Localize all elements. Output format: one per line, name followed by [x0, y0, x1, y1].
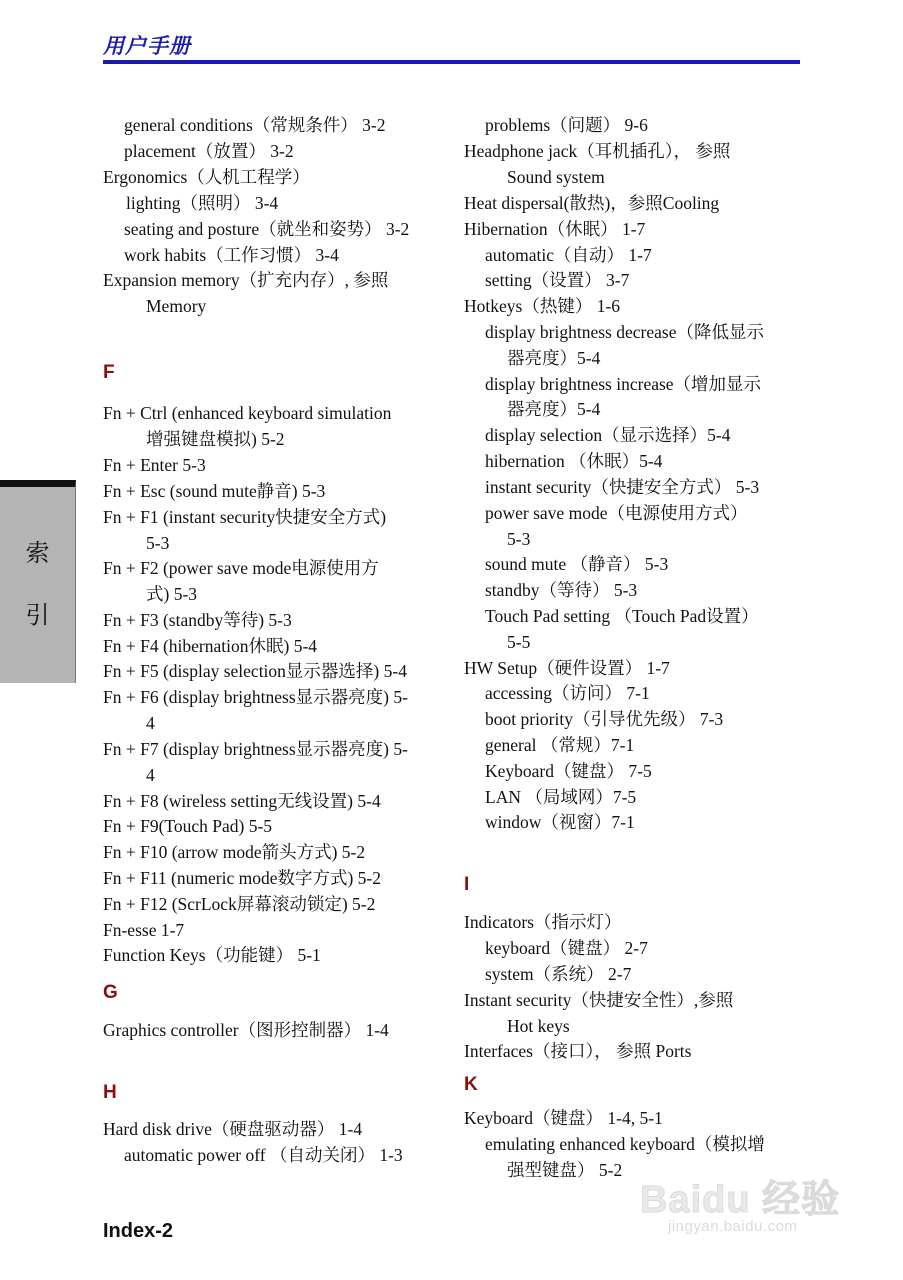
side-tab-char-1: 索 — [25, 539, 50, 567]
section-letter-k: K — [464, 1074, 478, 1095]
index-entry: 5-5 — [507, 632, 531, 652]
index-entry: Touch Pad setting （Touch Pad设置） — [485, 606, 759, 626]
index-entry: Graphics controller（图形控制器） 1-4 — [103, 1020, 389, 1040]
index-entry: power save mode（电源使用方式） — [485, 503, 748, 523]
index-entry: 器亮度）5-4 — [507, 399, 601, 419]
index-entry: 器亮度）5-4 — [507, 348, 601, 368]
index-entry: Fn + F5 (display selection显示器选择) 5-4 — [103, 661, 407, 681]
index-entry: 4 — [146, 765, 155, 785]
header-rule — [103, 60, 800, 64]
index-entry: Fn + F2 (power save mode电源使用方 — [103, 558, 379, 578]
manual-title: 用户手册 — [103, 34, 191, 58]
index-entry: 5-3 — [146, 533, 170, 553]
index-entry: Memory — [146, 296, 207, 316]
index-entry: 5-3 — [507, 529, 531, 549]
index-entry: keyboard（键盘） 2-7 — [485, 938, 648, 958]
index-entry: display selection（显示选择）5-4 — [485, 425, 731, 445]
index-entry: setting（设置） 3-7 — [485, 270, 630, 290]
section-letter-h: H — [103, 1082, 117, 1103]
index-entry: boot priority（引导优先级） 7-3 — [485, 709, 724, 729]
index-entry: 4 — [146, 713, 155, 733]
index-entry: Fn + F11 (numeric mode数字方式) 5-2 — [103, 868, 382, 888]
index-entry: Fn + F10 (arrow mode箭头方式) 5-2 — [103, 842, 366, 862]
index-entry: placement（放置） 3-2 — [124, 141, 294, 161]
index-entry: Hard disk drive（硬盘驱动器） 1-4 — [103, 1119, 363, 1139]
index-entry: Fn + F12 (ScrLock屏幕滚动锁定) 5-2 — [103, 894, 376, 914]
side-tab-char-2: 引 — [25, 601, 50, 629]
index-side-tab — [0, 480, 76, 683]
index-entry: standby（等待） 5-3 — [485, 580, 638, 600]
index-entry: Keyboard（键盘） 1-4, 5-1 — [464, 1108, 663, 1128]
index-entry: 式) 5-3 — [146, 584, 198, 604]
index-entry: hibernation （休眠）5-4 — [485, 451, 663, 471]
index-entry: window（视窗）7-1 — [485, 812, 635, 832]
index-entry: Fn + Enter 5-3 — [103, 455, 206, 475]
index-entry: automatic power off （自动关闭） 1-3 — [124, 1145, 403, 1165]
index-entry: accessing（访问） 7-1 — [485, 683, 650, 703]
index-entry: Fn + Ctrl (enhanced keyboard simulation — [103, 403, 392, 423]
index-entry: work habits（工作习惯） 3-4 — [124, 245, 339, 265]
index-entry: Ergonomics（人机工程学） — [103, 167, 310, 187]
index-entry: Hot keys — [507, 1016, 570, 1036]
index-entry: instant security（快捷安全方式） 5-3 — [485, 477, 760, 497]
index-entry: system（系统） 2-7 — [485, 964, 632, 984]
index-entry: Fn + Esc (sound mute静音) 5-3 — [103, 481, 326, 501]
index-entry: seating and posture（就坐和姿势） 3-2 — [124, 219, 410, 239]
index-entry: Interfaces（接口）， 参照 Ports — [464, 1041, 692, 1061]
index-entry: LAN （局域网）7-5 — [485, 787, 637, 807]
index-entry: sound mute （静音） 5-3 — [485, 554, 669, 574]
index-entry: lighting（照明） 3-4 — [126, 193, 279, 213]
index-entry: Fn + F3 (standby等待) 5-3 — [103, 610, 292, 630]
index-entry: Fn + F1 (instant security快捷安全方式) — [103, 507, 387, 527]
index-entry: general （常规）7-1 — [485, 735, 635, 755]
index-entry: Fn-esse 1-7 — [103, 920, 185, 940]
page-number: Index-2 — [103, 1220, 174, 1242]
index-entry: display brightness increase（增加显示 — [485, 374, 762, 394]
index-entry: Expansion memory（扩充内存）, 参照 — [103, 270, 389, 290]
section-letter-f: F — [103, 362, 115, 383]
section-letter-g: G — [103, 982, 118, 1003]
index-entry: Headphone jack（耳机插孔）， 参照 — [464, 141, 731, 161]
index-entry: Fn + F9(Touch Pad) 5-5 — [103, 816, 273, 836]
index-entry: Hotkeys（热键） 1-6 — [464, 296, 621, 316]
index-entry: 强型键盘） 5-2 — [507, 1160, 623, 1180]
index-entry: Fn + F4 (hibernation休眠) 5-4 — [103, 636, 318, 656]
index-entry: emulating enhanced keyboard（模拟增 — [485, 1134, 765, 1154]
index-entry: Hibernation（休眠） 1-7 — [464, 219, 646, 239]
index-entry: Indicators（指示灯） — [464, 912, 622, 932]
index-entry: Function Keys（功能键） 5-1 — [103, 945, 321, 965]
section-letter-i: I — [464, 874, 470, 895]
index-entry: 增强键盘模拟) 5-2 — [146, 429, 285, 449]
index-entry: display brightness decrease（降低显示 — [485, 322, 764, 342]
index-entry: Keyboard（键盘） 7-5 — [485, 761, 652, 781]
index-entry: Fn + F7 (display brightness显示器亮度) 5- — [103, 739, 408, 759]
watermark-url: jingyan.baidu.com — [668, 1218, 798, 1235]
index-entry: automatic（自动） 1-7 — [485, 245, 652, 265]
index-entry: Instant security（快捷安全性）,参照 — [464, 990, 734, 1010]
index-entry: general conditions（常规条件） 3-2 — [124, 115, 386, 135]
index-entry: problems（问题） 9-6 — [485, 115, 648, 135]
index-entry: Fn + F6 (display brightness显示器亮度) 5- — [103, 687, 408, 707]
index-entry: Sound system — [507, 167, 605, 187]
watermark-logo: Baidu 经验 — [640, 1179, 841, 1221]
index-entry: Fn + F8 (wireless setting无线设置) 5-4 — [103, 791, 381, 811]
index-entry: Heat dispersal(散热)，参照Cooling — [464, 193, 720, 213]
baidu-watermark — [640, 1168, 860, 1268]
index-entry: HW Setup（硬件设置） 1-7 — [464, 658, 670, 678]
